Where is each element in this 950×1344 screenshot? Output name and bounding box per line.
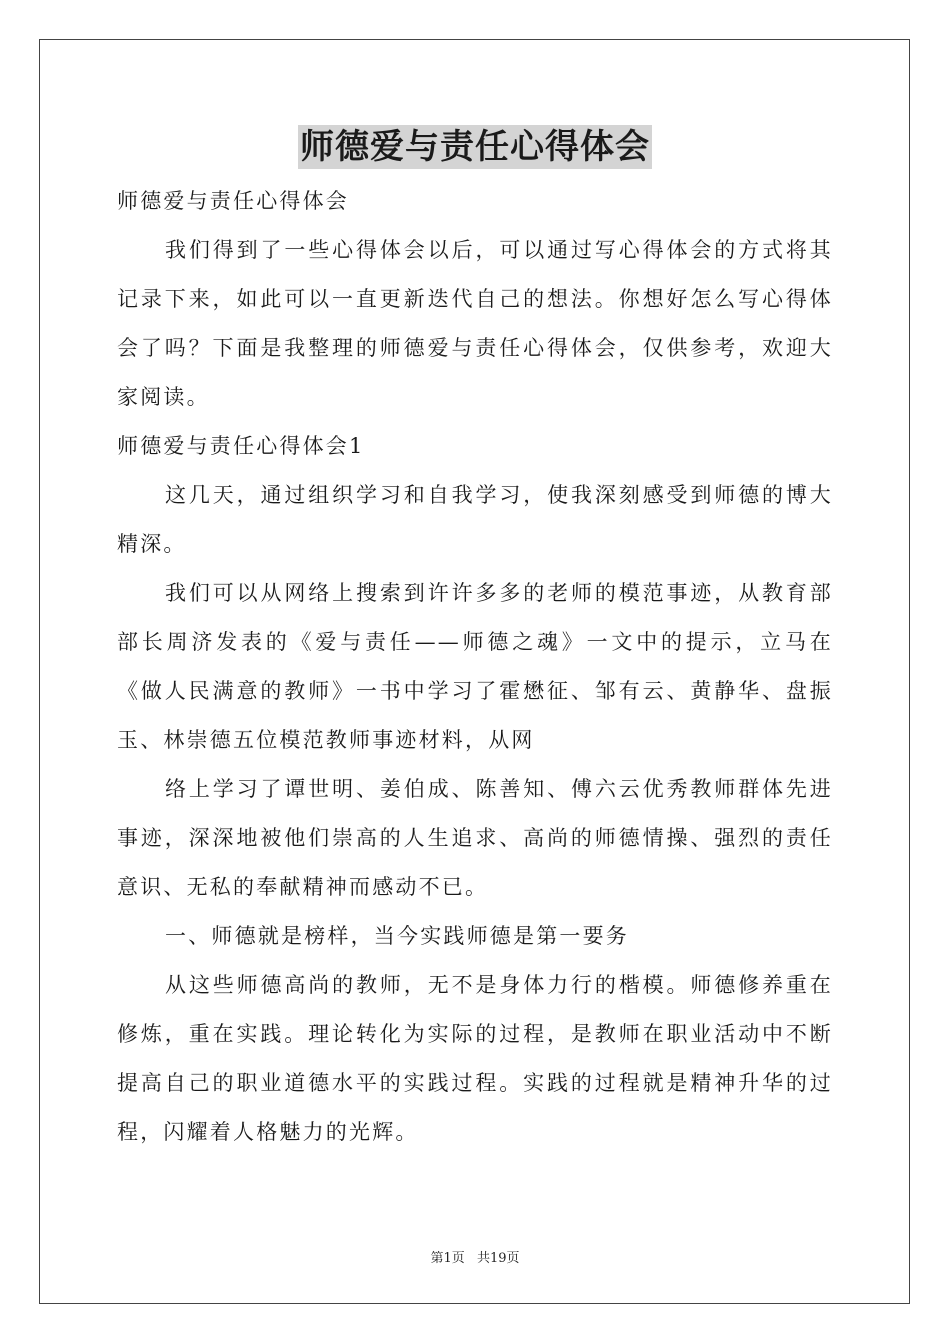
paragraph-1: 我们得到了一些心得体会以后，可以通过写心得体会的方式将其记录下来，如此可以一直更新迭代自己的想法。你想好怎么写心得体会了吗？下面是我整理的师德爱与责任心得体会，仅供参考，欢迎大家阅读。: [117, 238, 833, 409]
paragraph-0: 师德爱与责任心得体会: [117, 189, 349, 213]
page-number: 第1页: [430, 1251, 465, 1266]
page-footer: [0, 1247, 950, 1266]
title-container: [0, 125, 950, 169]
paragraph-7: 从这些师德高尚的教师，无不是身体力行的楷模。师德修养重在修炼，重在实践。理论转化为实际的过程，是教师在职业活动中不断提高自己的职业道德水平的实践过程。实践的过程就是精神升华的过程，闪耀着人格魅力的光辉。: [117, 973, 833, 1144]
paragraph-5: 络上学习了谭世明、姜伯成、陈善知、傅六云优秀教师群体先进事迹，深深地被他们崇高的人生追求、高尚的师德情操、强烈的责任意识、无私的奉献精神而感动不已。: [117, 777, 833, 899]
paragraph-2: 师德爱与责任心得体会1: [117, 434, 365, 458]
page-total: 共19页: [476, 1251, 520, 1266]
paragraph-3: 这几天，通过组织学习和自我学习，使我深刻感受到师德的博大精深。: [117, 483, 833, 556]
paragraph-4: 我们可以从网络上搜索到许许多多的老师的模范事迹，从教育部部长周济发表的《爱与责任——师德之魂》一文中的提示，立马在《做人民满意的教师》一书中学习了霍懋征、邹有云、黄静华、盘振玉、林崇德五位模范教师事迹材料，从网: [117, 581, 833, 752]
paragraph-6: 一、师德就是榜样，当今实践师德是第一要务: [165, 924, 629, 948]
document-title: 师德爱与责任心得体会: [300, 127, 650, 167]
document-body: [117, 177, 833, 1157]
